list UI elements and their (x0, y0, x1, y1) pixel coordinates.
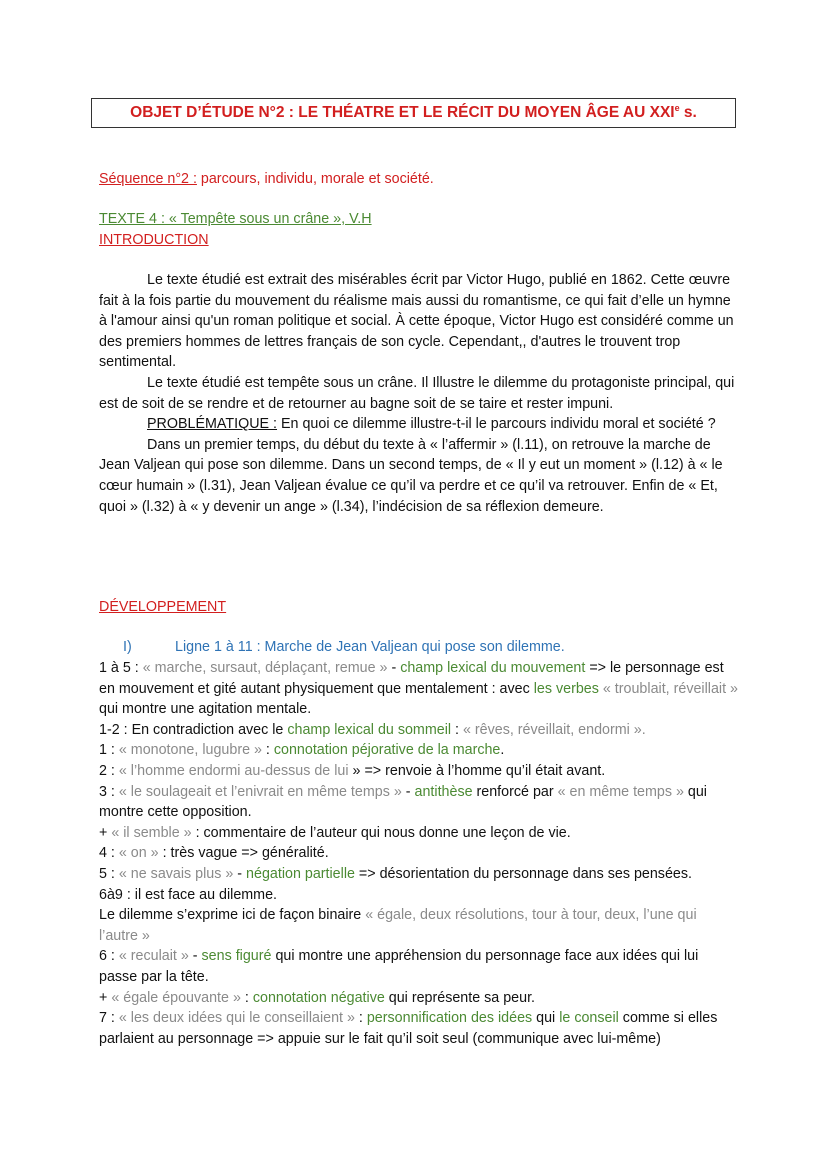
problematique-label: PROBLÉMATIQUE : (147, 416, 278, 433)
analysis-line: 1 à 5 : « marche, sursaut, déplaçant, remue » - champ lexical du mouvement => le personnage est en mouvement et gité autant physiquement que mentalement : avec les verbes « troublait, réveillait » qui montre une agitation mentale. (99, 660, 738, 718)
analysis-line: Le dilemme s’exprime ici de façon binaire « égale, deux résolutions, tour à tour, deux, l’une qui l’autre » (99, 907, 697, 944)
analysis-line: 6 : « reculait » - sens figuré qui montre une appréhension du personnage face aux idées qui lui passe par la tête. (99, 948, 699, 985)
developpement-heading: DÉVELOPPEMENT (99, 599, 227, 615)
analysis-line: 2 : « l’homme endormi au-dessus de lui » => renvoie à l’homme qu’il était avant. (99, 762, 606, 779)
section-1-heading (123, 637, 565, 658)
section-1-number: I) (123, 639, 132, 655)
intro-paragraph-1: Le texte étudié est extrait des misérables écrit par Victor Hugo, publié en 1862. Cette œuvre fait à la fois partie du mouvement du réalisme mais aussi du romantisme, ce qui fait d’elle un hymne à l'amour ainsi qu'un roman politique et social. À cette époque, Victor Hugo est considéré comme un des premiers hommes de lettres français de son cycle. Cependant,, d'autres le trouvent trop sentimental. (99, 272, 734, 371)
analysis-line: 6à9 : il est face au dilemme. (99, 886, 278, 903)
sequence-line (99, 169, 739, 190)
introduction-body (99, 270, 739, 517)
text-heading-block (99, 209, 739, 250)
analysis-line: 7 : « les deux idées qui le conseillaient » : personnification des idées qui le conseil comme si elles parlaient au personnage => appuie sur le fait qu’il soit seul (communique avec lui-même) (99, 1010, 718, 1047)
intro-paragraph-2: Le texte étudié est tempête sous un crâne. Il Illustre le dilemme du protagoniste principal, qui est de soit de se rendre et de retourner au bagne soit de se taire et rester impuni. (99, 374, 735, 412)
analysis-line: + « égale épouvante » : connotation négative qui représente sa peur. (99, 989, 536, 1006)
introduction-heading: INTRODUCTION (99, 231, 209, 248)
analysis-list (99, 658, 739, 1049)
sequence-text: parcours, individu, morale et société. (196, 171, 434, 187)
analysis-line: 4 : « on » : très vague => généralité. (99, 845, 329, 862)
section-1-title: Ligne 1 à 11 : Marche de Jean Valjean qui pose son dilemme. (175, 639, 565, 655)
sequence-label: Séquence n°2 : (99, 171, 197, 187)
analysis-line: 5 : « ne savais plus » - négation partielle => désorientation du personnage dans ses pensées. (99, 865, 692, 882)
analysis-line: 1-2 : En contradiction avec le champ lexical du sommeil : « rêves, réveillait, endormi ». (99, 721, 646, 738)
analysis-line: 1 : « monotone, lugubre » : connotation péjorative de la marche. (99, 742, 505, 759)
problematique-paragraph: PROBLÉMATIQUE : En quoi ce dilemme illustre-t-il le parcours individu moral et société ? (147, 416, 716, 433)
intro-paragraph-4: Dans un premier temps, du début du texte à « l’affermir » (l.11), on retrouve la marche de Jean Valjean qui pose son dilemme. Dans un second temps, de « Il y eut un moment » (l.12) à « le cœur humain » (l.31), Jean Valjean évalue ce qu’il va perdre et ce qu’il va retrouver. Enfin de « Et, quoi » (l.32) à « y devenir un ange » (l.34), l’indécision de sa réflexion demeure. (99, 436, 723, 515)
page-title: OBJET D’ÉTUDE N°2 : LE THÉATRE ET LE RÉCIT DU MOYEN ÂGE AU XXIe s. (91, 98, 736, 128)
analysis-line: 3 : « le soulageait et l’enivrait en même temps » - antithèse renforcé par « en même temps » qui montre cette opposition. (99, 783, 707, 821)
analysis-line: + « il semble » : commentaire de l’auteur qui nous donne une leçon de vie. (99, 824, 571, 841)
texte-line: TEXTE 4 : « Tempête sous un crâne », V.H (99, 211, 372, 227)
